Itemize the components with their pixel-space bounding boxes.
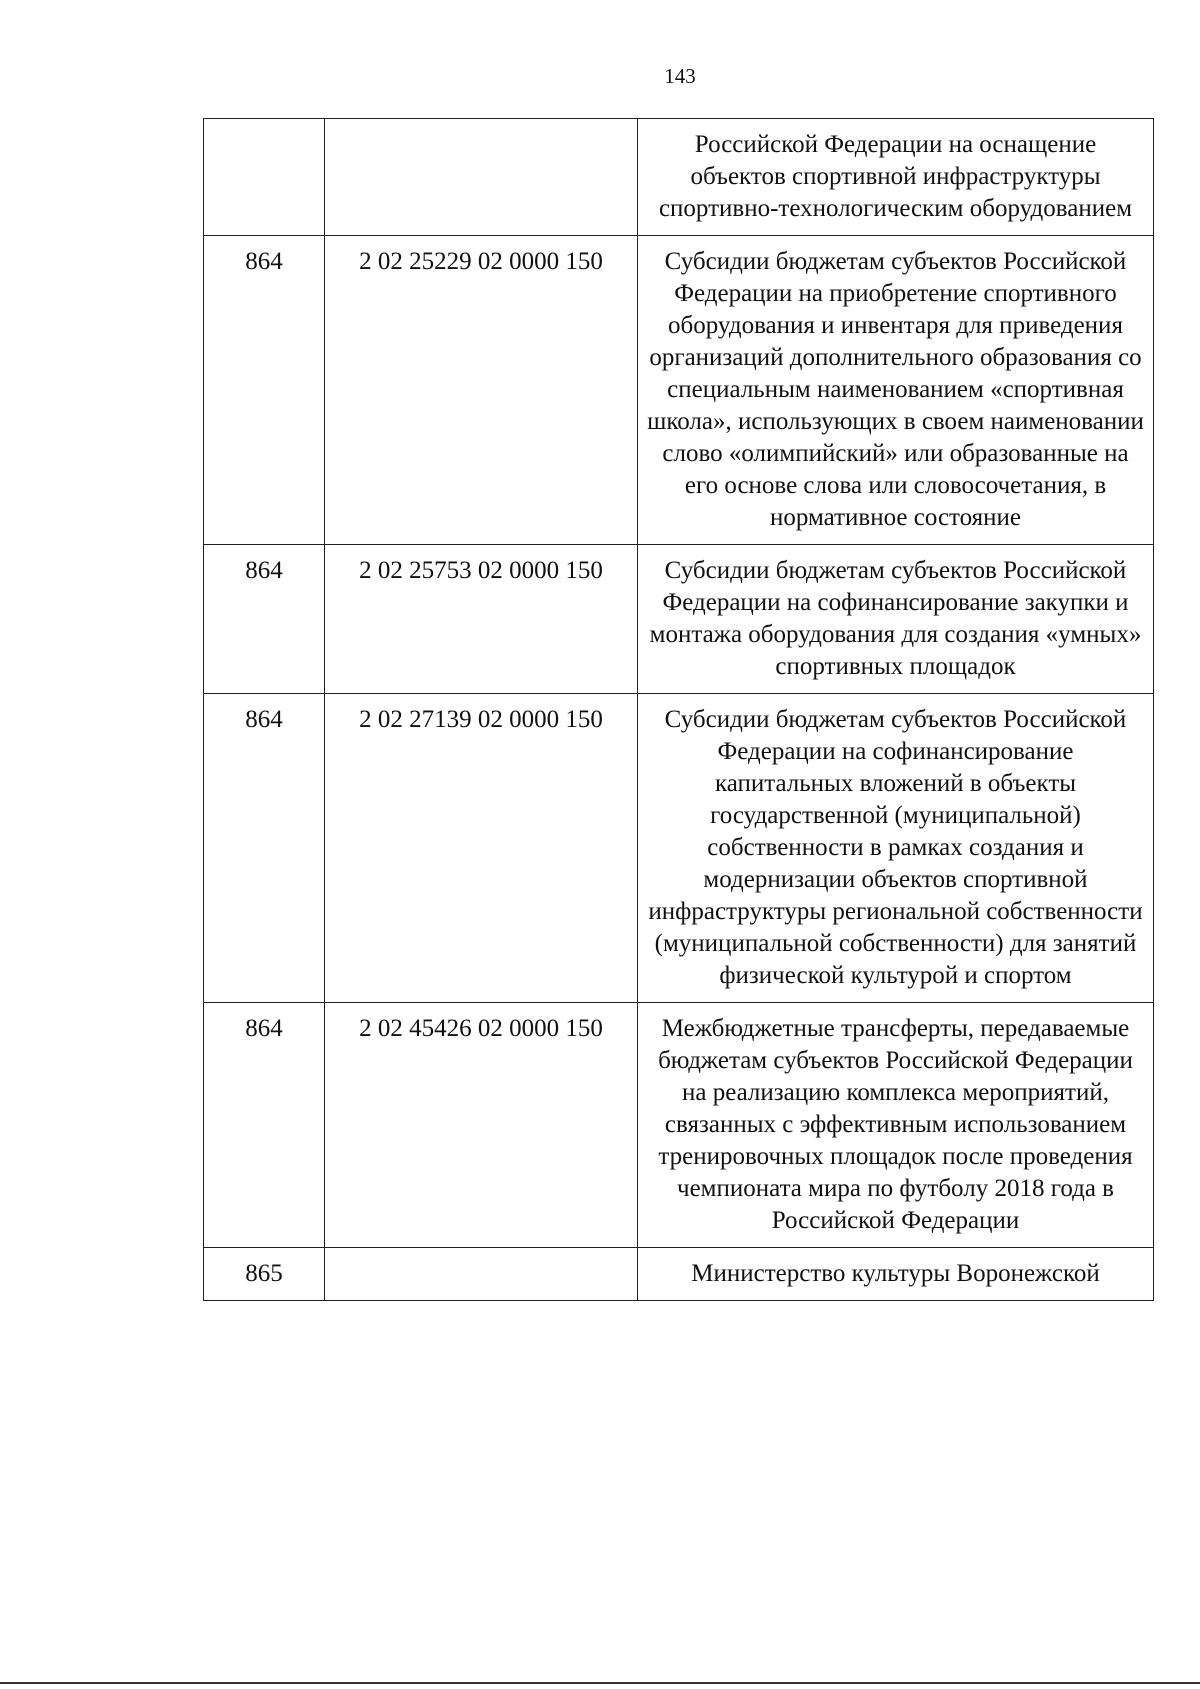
table-row (204, 236, 1154, 545)
table-row (204, 1003, 1154, 1248)
bottom-rule-divider (0, 1682, 1200, 1684)
table-row (204, 694, 1154, 1003)
admin-code-cell: 864 (204, 694, 325, 1003)
table-row (204, 545, 1154, 694)
budget-code-cell: 2 02 27139 02 0000 150 (325, 694, 638, 1003)
budget-code-cell: 2 02 25753 02 0000 150 (325, 545, 638, 694)
description-cell: Субсидии бюджетам субъектов Российской Федерации на софинансирование закупки и монтажа оборудования для создания «умных» спортивных площадок (638, 545, 1154, 694)
admin-code-cell (204, 119, 325, 236)
budget-code-cell: 2 02 45426 02 0000 150 (325, 1003, 638, 1248)
budget-code-cell (325, 1248, 638, 1301)
admin-code-cell: 864 (204, 545, 325, 694)
budget-codes-table (203, 118, 1154, 1301)
admin-code-cell: 864 (204, 236, 325, 545)
description-cell: Российской Федерации на оснащение объектов спортивной инфраструктуры спортивно-технологическим оборудованием (638, 119, 1154, 236)
budget-code-cell: 2 02 25229 02 0000 150 (325, 236, 638, 545)
admin-code-cell: 864 (204, 1003, 325, 1248)
description-cell: Субсидии бюджетам субъектов Российской Федерации на приобретение спортивного оборудования и инвентаря для приведения организаций дополнительного образования со специальным наименованием «спортивная школа», использующих в своем наименовании слово «олимпийский» или образованные на его основе слова или словосочетания, в нормативное состояние (638, 236, 1154, 545)
budget-code-cell (325, 119, 638, 236)
table-row (204, 1248, 1154, 1301)
description-cell: Межбюджетные трансферты, передаваемые бюджетам субъектов Российской Федерации на реализацию комплекса мероприятий, связанных с эффективным использованием тренировочных площадок после проведения чемпионата мира по футболу 2018 года в Российской Федерации (638, 1003, 1154, 1248)
description-cell: Министерство культуры Воронежской (638, 1248, 1154, 1301)
page-number: 143 (664, 64, 696, 88)
admin-code-cell: 865 (204, 1248, 325, 1301)
table-row (204, 119, 1154, 236)
description-cell: Субсидии бюджетам субъектов Российской Федерации на софинансирование капитальных вложений в объекты государственной (муниципальной) собственности в рамках создания и модернизации объектов спортивной инфраструктуры региональной собственности (муниципальной собственности) для занятий физической культурой и спортом (638, 694, 1154, 1003)
